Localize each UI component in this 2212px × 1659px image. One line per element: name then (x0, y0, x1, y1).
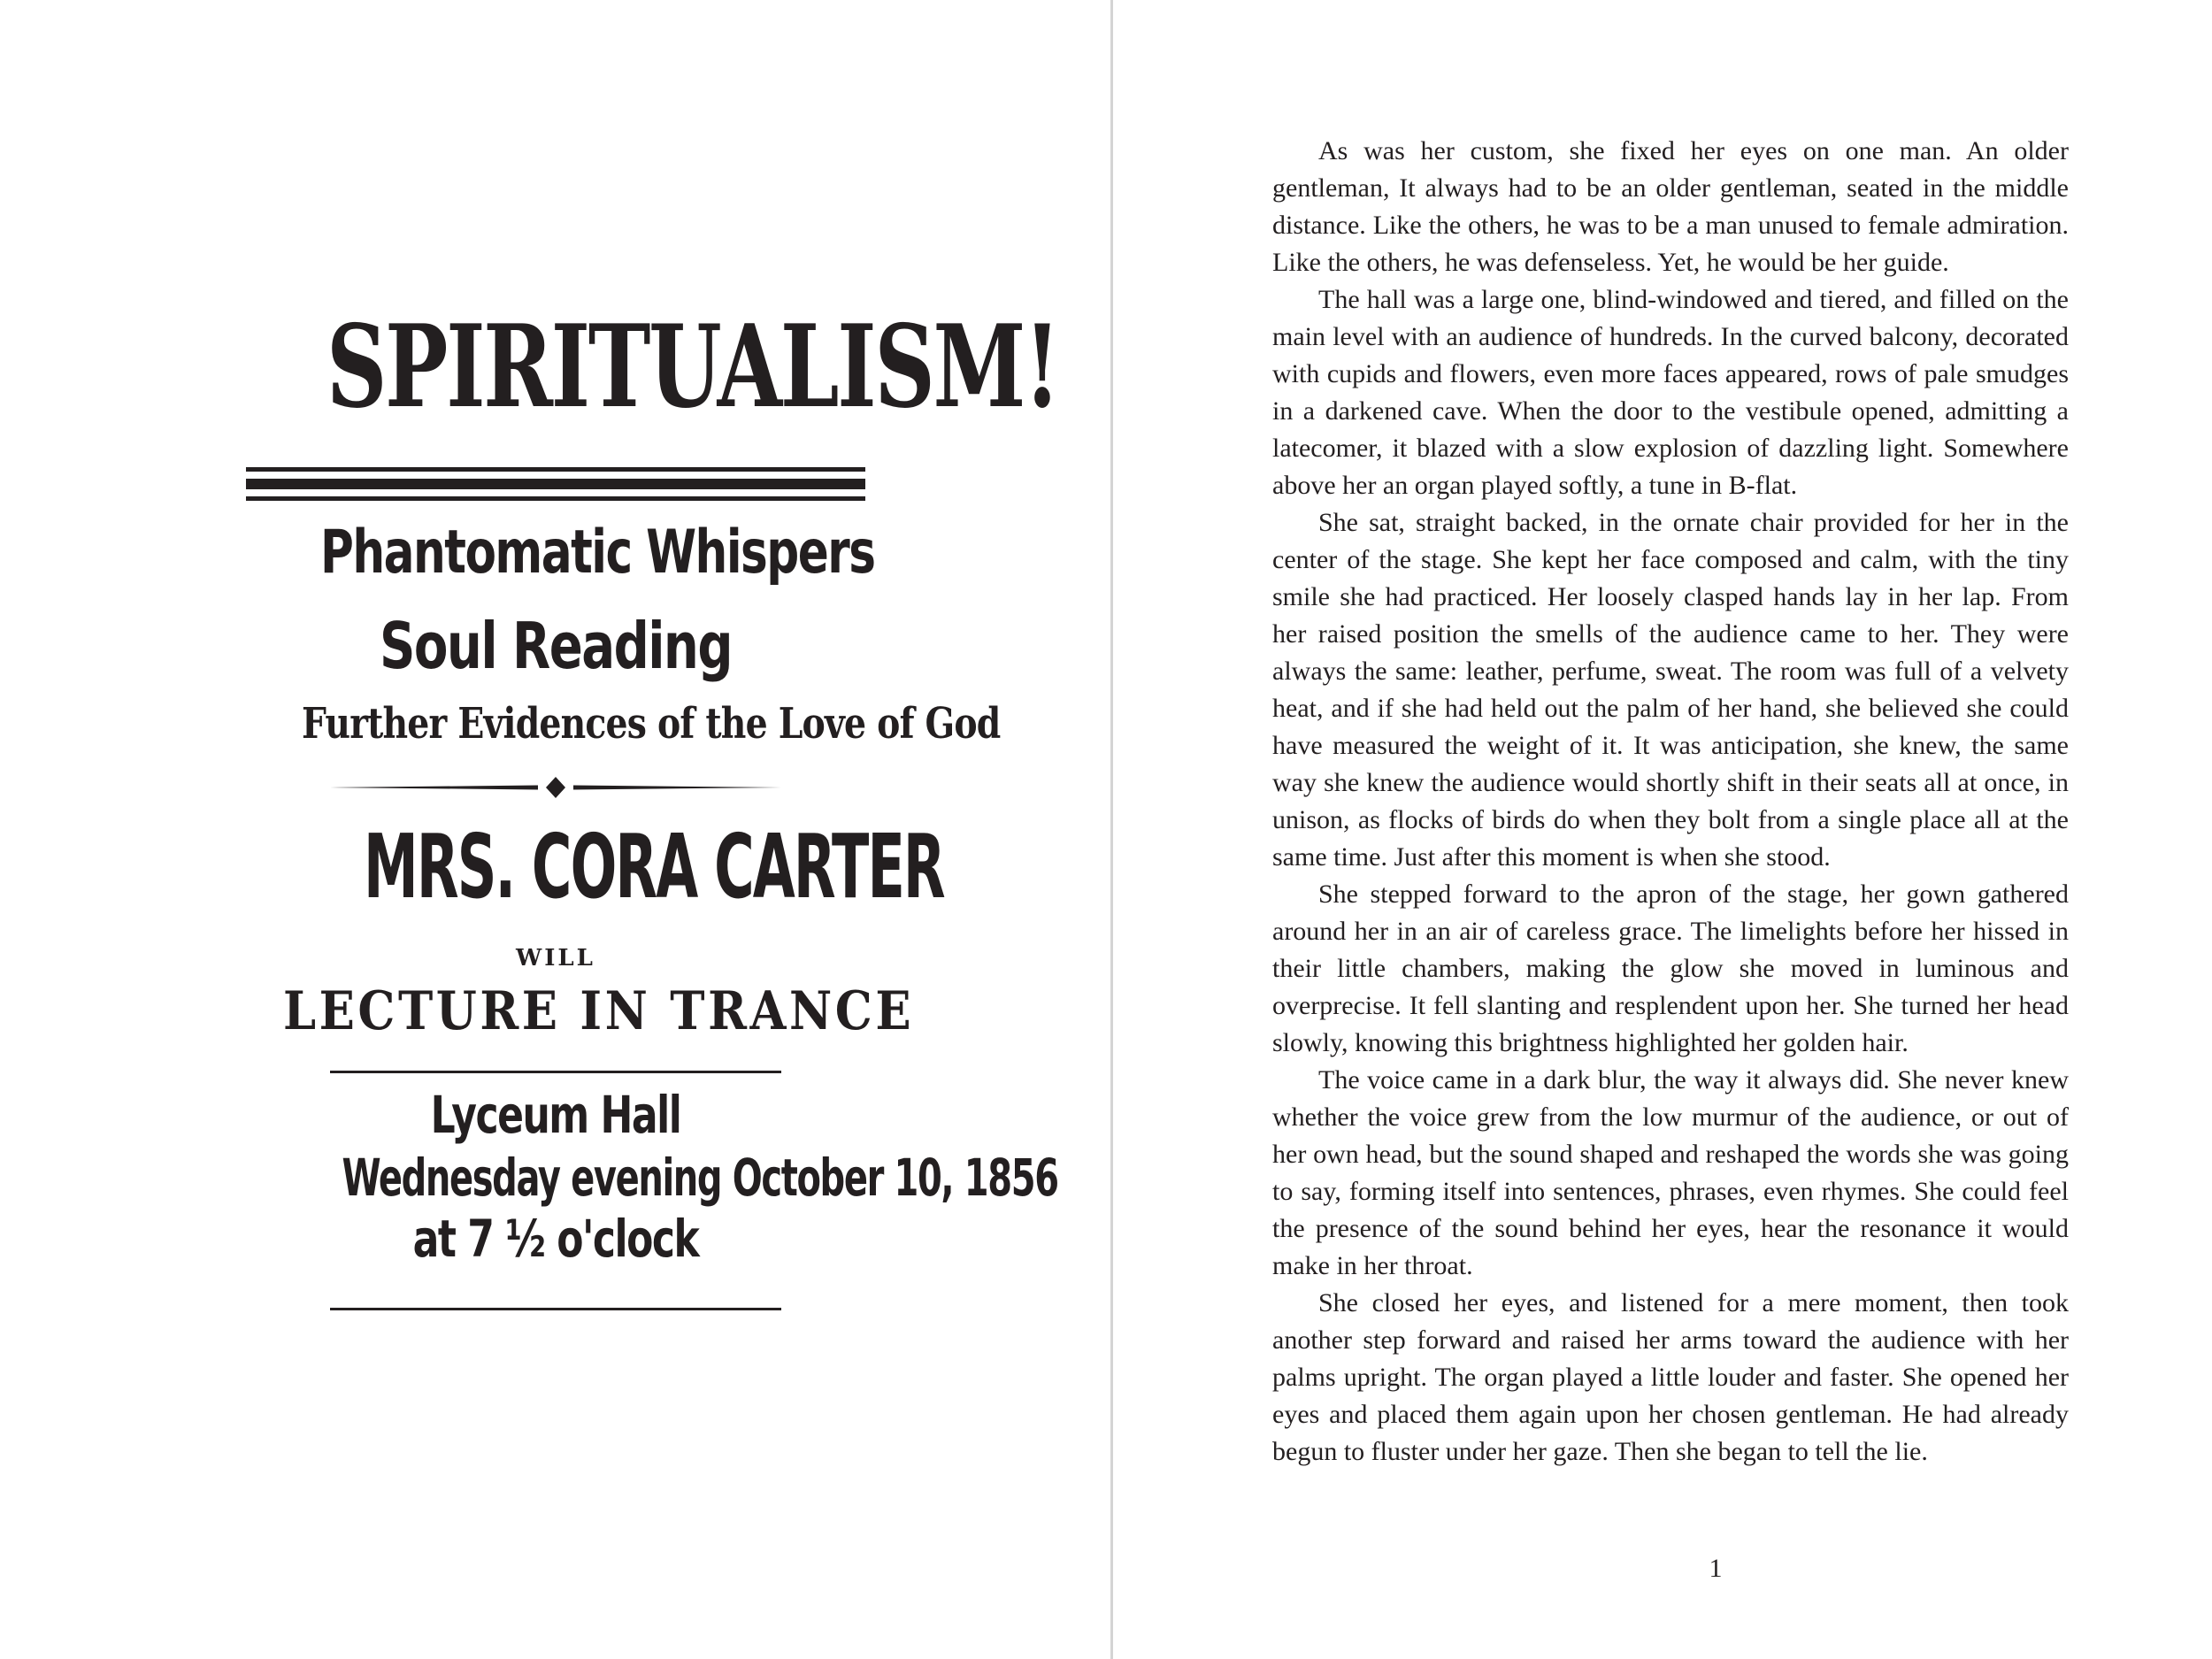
paragraph: The hall was a large one, blind-windowed and tiered, and filled on the main level with an audience of hundreds. In the curved balcony, decorated with cupids and flowers, even more faces appeared, rows of pale smudges in a darkened cave. When the door to the vestibule opened, admitting a latecomer, it blazed with a slow explosion of dazzling light. Somewhere above her an organ played softly, a tune in B-flat. (1272, 285, 2069, 500)
poster-lecture: LECTURE IN TRANCE (283, 980, 915, 1042)
right-page (1113, 0, 2212, 1659)
diamond-ornament-rule (246, 774, 865, 801)
page-number: 1 (1709, 1554, 1723, 1583)
paragraph: She closed her eyes, and listened for a mere moment, then took another step forward and raised her arms toward the audience with her palms upright. The organ played a little louder and faster. She opened her eyes and placed them again upon her chosen gentleman. He had already begun to fluster under her gaze. Then she began to tell the lie. (1272, 1288, 2069, 1466)
paragraph: She stepped forward to the apron of the stage, her gown gathered around her in an air of careless grace. The limelights before her hissed in their little chambers, making the glow she moved in luminous and overprecise. It fell slanting and resplendent upon her. She turned her head slowly, knowing this brightness highlighted her golden hair. (1272, 879, 2069, 1057)
poster-date: Wednesday evening October 10, 1856 (342, 1148, 1058, 1208)
poster-subtitle-whispers: Phantomatic Whispers (320, 518, 875, 588)
poster-will: WILL (516, 945, 595, 972)
poster-time: at 7 ½ o'clock (412, 1209, 699, 1269)
paragraph: The voice came in a dark blur, the way it always did. She never knew whether the voice grew from the low murmur of the audience, or out of her own head, but the sound shaped and reshaped the words she was going to say, forming itself into sentences, phrases, even rhymes. She could feel the presence of the sound behind her eyes, hear the resonance it would make in her throat. (1272, 1065, 2069, 1280)
poster-venue: Lyceum Hall (430, 1085, 681, 1145)
divider-rule-lower (330, 1308, 781, 1310)
poster-subtitle-soul-reading: Soul Reading (380, 609, 732, 683)
rule-thin-top (246, 467, 865, 472)
poster-headline: SPIRITUALISM! (326, 301, 1059, 434)
divider-rule-upper (330, 1071, 781, 1073)
body-text (1272, 133, 2069, 1471)
rule-thick (246, 479, 865, 489)
poster-subtitle-evidences: Further Evidences of the Love of God (302, 699, 1001, 749)
diamond-ornament-icon (246, 774, 865, 801)
rule-thin-bottom (246, 496, 865, 501)
paragraph: She sat, straight backed, in the ornate chair provided for her in the center of the stage. She kept her face composed and calm, with the tiny smile she had practiced. Her loosely clasped hands lay in her lap. From her raised position the smells of the audience came to her. They were always the same: leather, perfume, sweat. The room was full of a velvety heat, and if she had held out the palm of her hand, she believed she could have measured the weight of it. It was anticipation, she knew, the same way she knew the audience would shortly shift in their seats all at once, in unison, as flocks of birds do when they bolt from a single place all at the same time. Just after this moment is when she stood. (1272, 508, 2069, 872)
paragraph: As was her custom, she fixed her eyes on one man. An older gentleman, It always had to be an older gentleman, seated in the middle distance. Like the others, he was to be a man unused to female admiration. Like the others, he was defenseless. Yet, he would be her guide. (1272, 136, 2069, 277)
lecturer-name: MRS. CORA CARTER (364, 815, 944, 918)
